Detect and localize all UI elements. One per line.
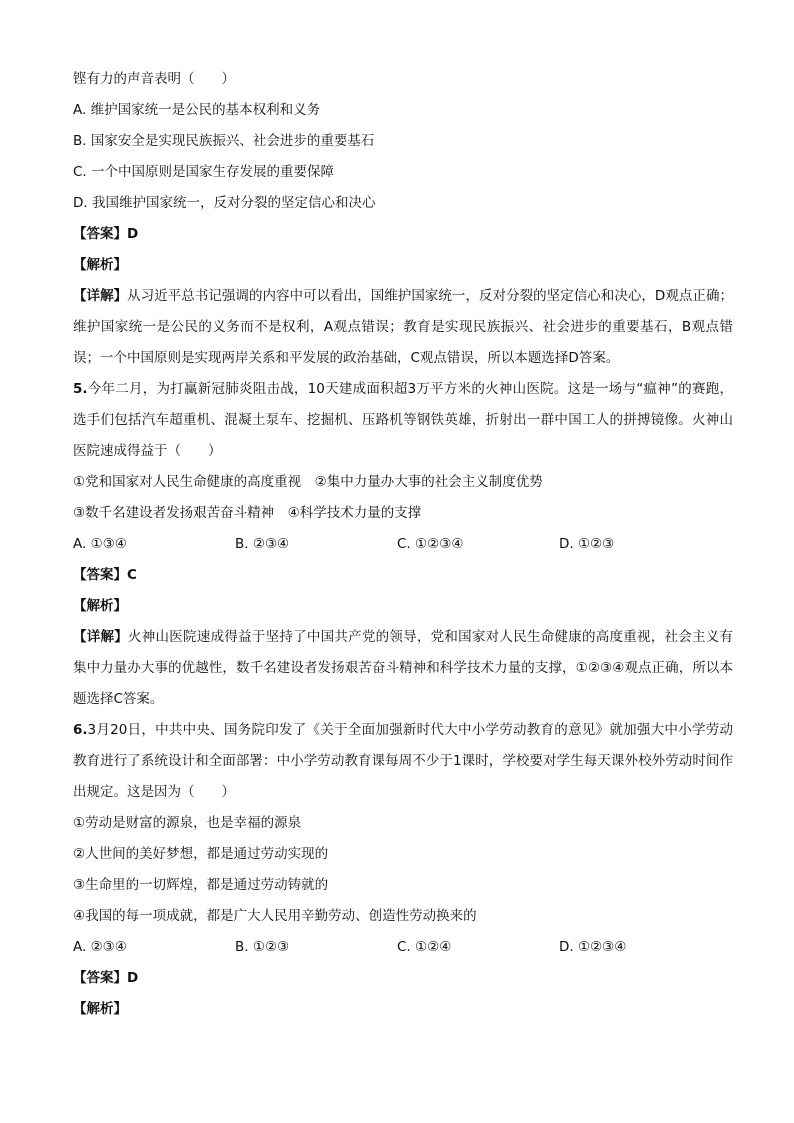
q6-stem — [73, 715, 733, 808]
q5-option-a: A. ①③④ — [73, 536, 127, 552]
q6-option-a: A. ②③④ — [73, 939, 127, 955]
q4-answer — [73, 219, 733, 250]
q6-statement-3: ③生命里的一切辉煌，都是通过劳动铸就的 — [73, 877, 329, 893]
q5-detail — [73, 622, 733, 715]
question-number: 6. — [73, 722, 88, 738]
q4-option-d: D. 我国维护国家统一，反对分裂的坚定信心和决心 — [73, 195, 376, 211]
q4-stem-tail: 铿有力的声音表明（ ） — [73, 71, 235, 87]
detail-text: 从习近平总书记强调的内容中可以看出，国维护国家统一，反对分裂的坚定信心和决心，D观点正确；维护国家统一是公民的义务而不是权利，A观点错误；教育是实现民族振兴、社会进步的重要基石，B观点错误；一个中国原则是实现两岸关系和平发展的政治基础，C观点错误，所以本题选择D答案。 — [73, 288, 733, 366]
question-stem: 3月20日，中共中央、国务院印发了《关于全面加强新时代大中小学劳动教育的意见》就加强大中小学劳动教育进行了系统设计和全面部署：中小学劳动教育课每周不少于1课时，学校要对学生每天课外校外劳动时间作出规定。这是因为（ ） — [73, 722, 733, 800]
q5-option-c: C. ①②③④ — [397, 536, 464, 552]
q5-option-d: D. ①②③ — [559, 536, 615, 552]
detail-tag: 【详解】 — [73, 629, 129, 645]
q6-analysis — [73, 994, 733, 1025]
analysis-tag: 【解析】 — [73, 257, 127, 273]
q4-option-a: A. 维护国家统一是公民的基本权利和义务 — [73, 102, 321, 118]
answer-tag: 【答案】 — [73, 970, 127, 986]
detail-text: 火神山医院速成得益于坚持了中国共产党的领导，党和国家对人民生命健康的高度重视，社会主义有集中力量办大事的优越性，数千名建设者发扬艰苦奋斗精神和科学技术力量的支撑，①②③④观点正确，所以本题选择C答案。 — [73, 629, 734, 707]
q6-statement-4: ④我国的每一项成就，都是广大人民用辛勤劳动、创造性劳动换来的 — [73, 908, 477, 924]
q5-stem — [73, 374, 733, 467]
q5-analysis — [73, 591, 733, 622]
q5-statement-1: ①党和国家对人民生命健康的高度重视 ②集中力量办大事的社会主义制度优势 — [73, 474, 543, 490]
q6-statement-1: ①劳动是财富的源泉，也是幸福的源泉 — [73, 815, 302, 831]
q5-statement-2: ③数千名建设者发扬艰苦奋斗精神 ④科学技术力量的支撑 — [73, 505, 422, 521]
q4-analysis — [73, 250, 733, 281]
answer-value: D — [127, 226, 139, 242]
q6-options — [73, 932, 733, 963]
answer-value: C — [127, 567, 137, 583]
q6-option-d: D. ①②③④ — [559, 939, 627, 955]
q6-option-c: C. ①②④ — [397, 939, 452, 955]
q4-detail — [73, 281, 733, 374]
question-stem: 今年二月，为打赢新冠肺炎阻击战，10天建成面积超3万平方米的火神山医院。这是一场与“瘟神”的赛跑，选手们包括汽车超重机、混凝土泵车、挖掘机、压路机等钢铁英雄，折射出一群中国工人的拼搏镜像。火神山医院速成得益于（ ） — [73, 381, 733, 459]
question-number: 5. — [73, 381, 88, 397]
q6-option-b: B. ①②③ — [235, 939, 290, 955]
q4-option-b: B. 国家安全是实现民族振兴、社会进步的重要基石 — [73, 133, 375, 149]
analysis-tag: 【解析】 — [73, 1001, 127, 1017]
analysis-tag: 【解析】 — [73, 598, 127, 614]
exam-document — [73, 64, 733, 1025]
answer-tag: 【答案】 — [73, 567, 127, 583]
q5-answer — [73, 560, 733, 591]
q6-answer — [73, 963, 733, 994]
q5-option-b: B. ②③④ — [235, 536, 290, 552]
answer-tag: 【答案】 — [73, 226, 127, 242]
q4-option-c: C. 一个中国原则是国家生存发展的重要保障 — [73, 164, 335, 180]
q6-statement-2: ②人世间的美好梦想，都是通过劳动实现的 — [73, 846, 329, 862]
detail-tag: 【详解】 — [73, 288, 128, 304]
answer-value: D — [127, 970, 139, 986]
q5-options — [73, 529, 733, 560]
